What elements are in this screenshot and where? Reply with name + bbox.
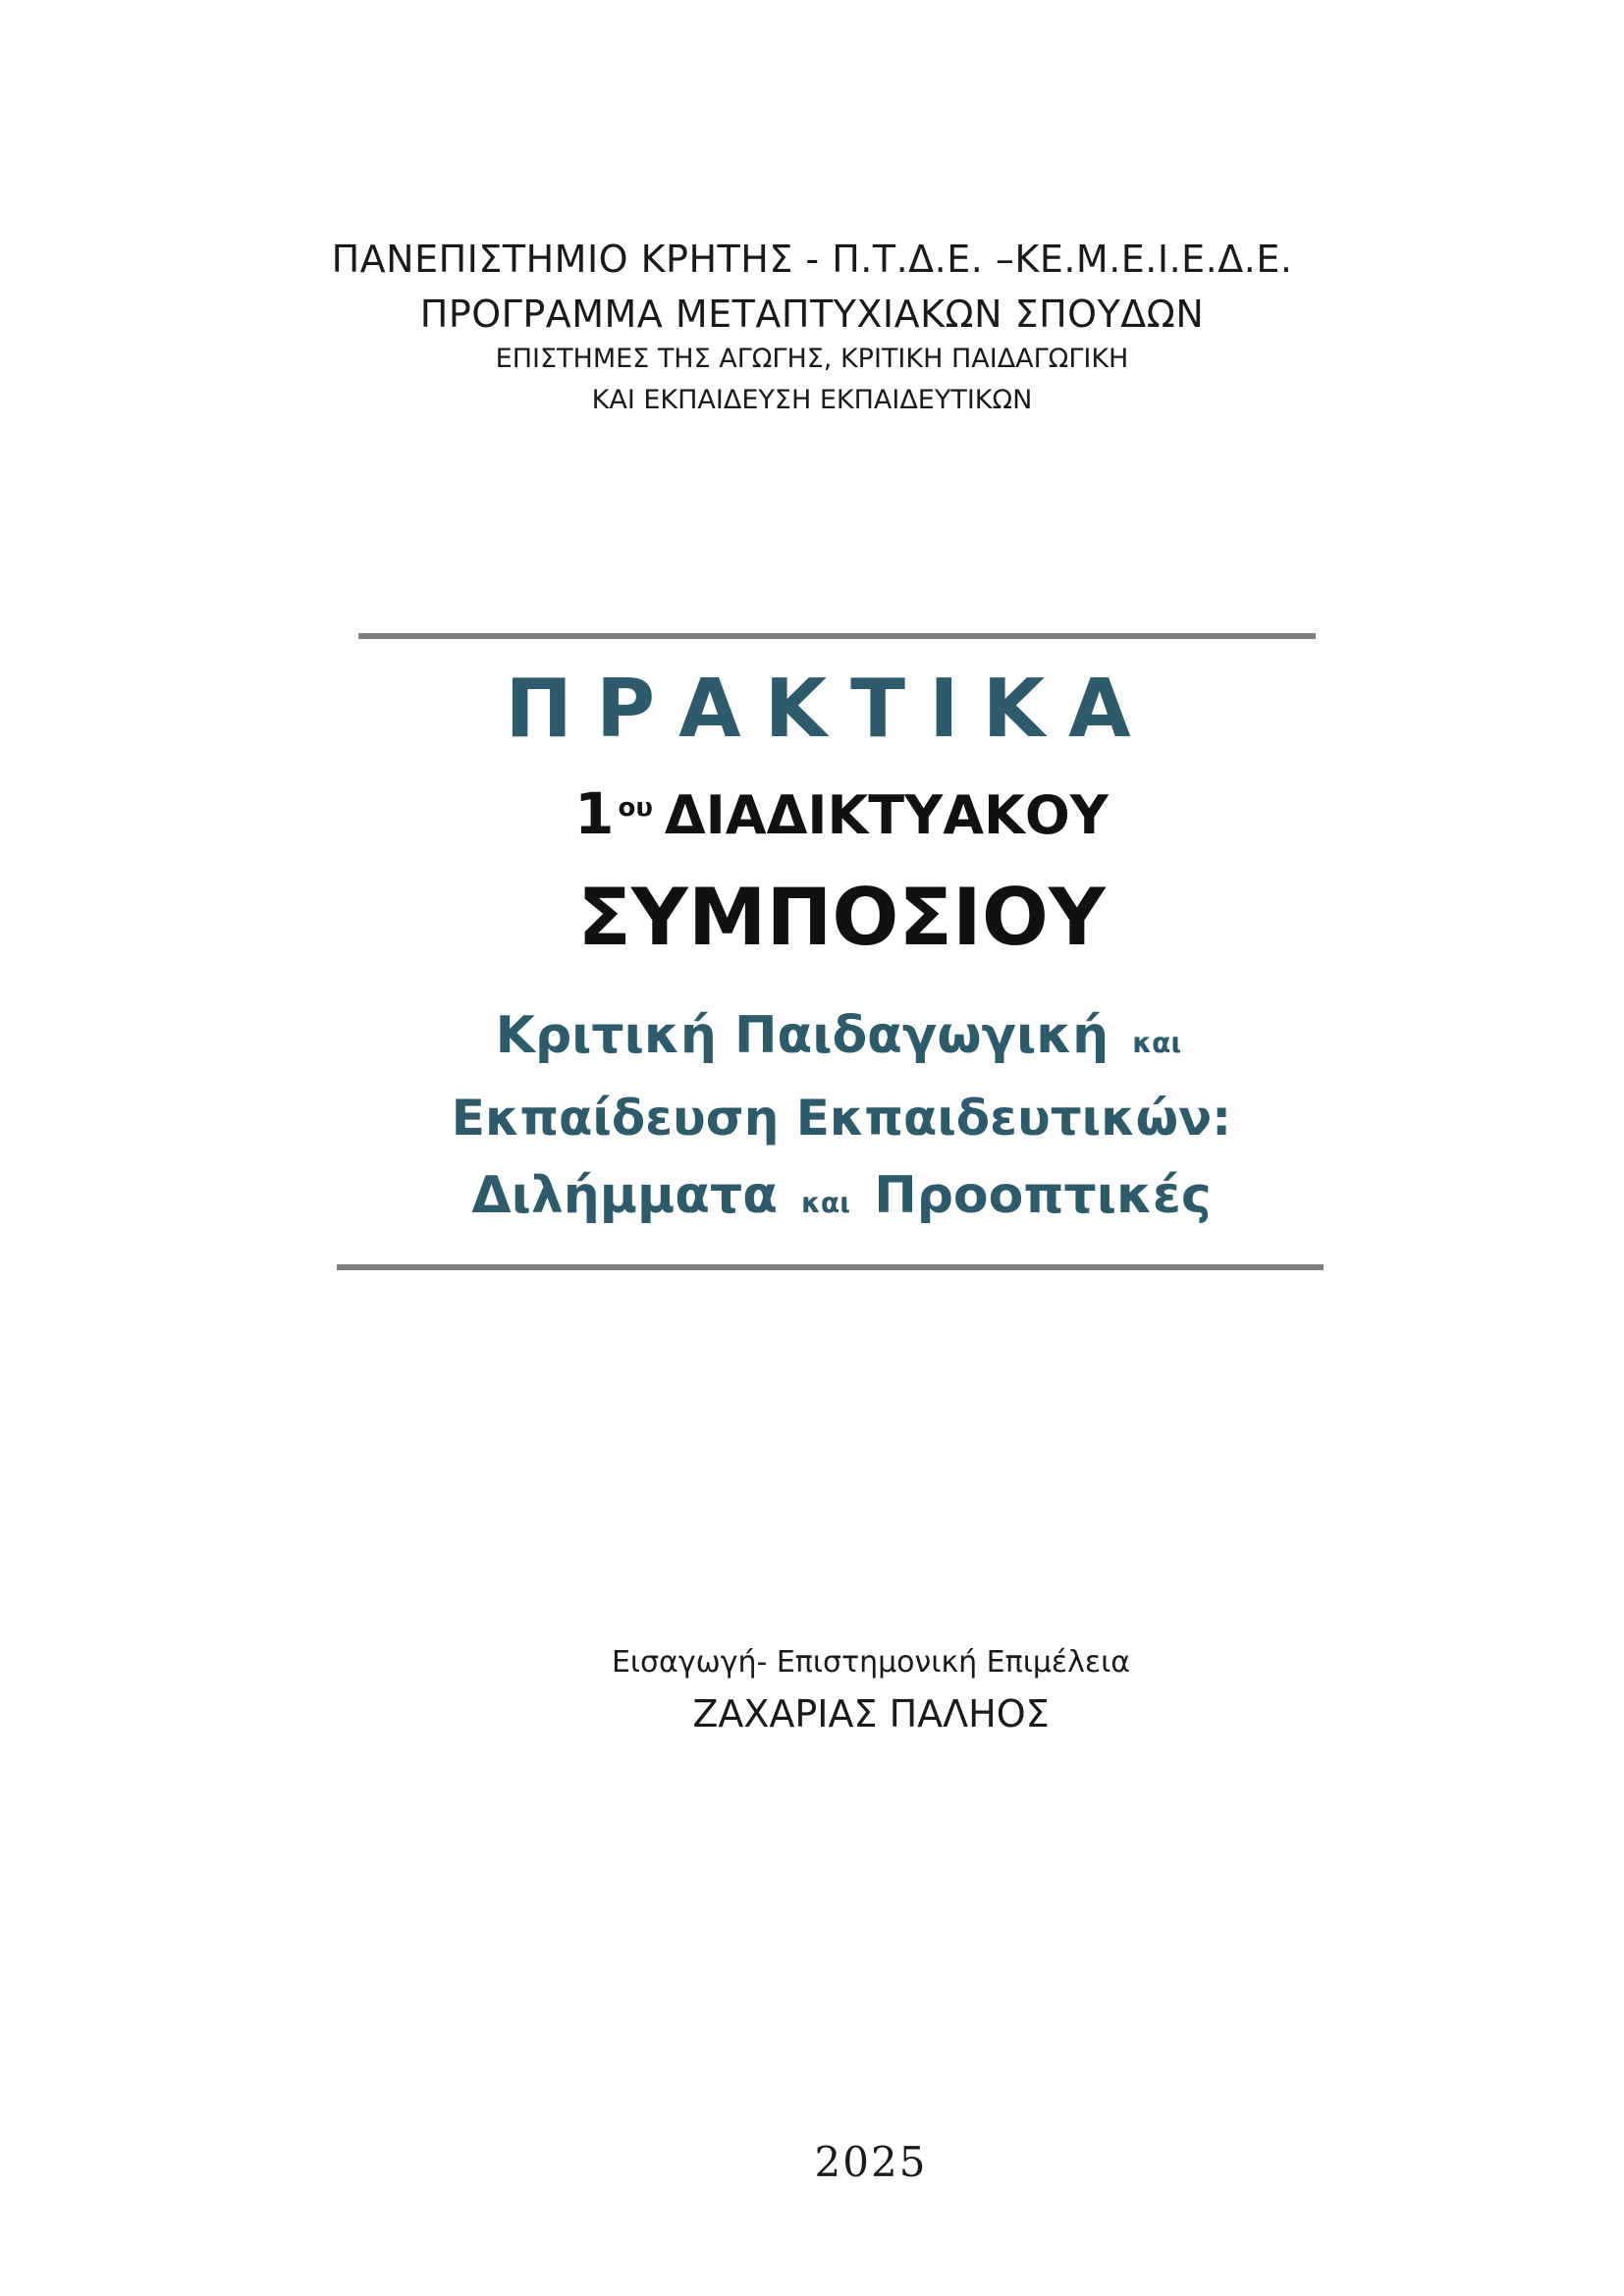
theme-line-1: [0, 1006, 1624, 1065]
specialization-line-2: ΚΑΙ ΕΚΠΑΙΔΕΥΣΗ ΕΚΠΑΙΔΕΥΤΙΚΩΝ: [591, 385, 1033, 415]
theme-line-2: Εκπαίδευση Εκπαιδευτικών:: [451, 1090, 1232, 1147]
edition-line: [0, 780, 1624, 847]
editor-name: ΖΑΧΑΡΙΑΣ ΠΑΛΗΟΣ: [692, 1692, 1050, 1735]
theme-line-3: [0, 1166, 1624, 1225]
edition-word: ΔΙΑΔΙΚΤΥΑΚΟΥ: [664, 784, 1109, 846]
theme-line-1-conjunction: και: [1132, 1027, 1182, 1059]
bottom-divider: [337, 1264, 1324, 1270]
theme-line-1-main: Κριτική Παιδαγωγική: [495, 1006, 1110, 1065]
editor-label: Εισαγωγή- Επιστημονική Επιμέλεια: [611, 1645, 1131, 1680]
theme-line-3-first: Διλήμματα: [471, 1166, 778, 1225]
theme-line-3-conjunction: και: [801, 1187, 851, 1219]
edition-ordinal-suffix: ου: [618, 793, 653, 823]
theme-line-3-second: Προοπτικές: [874, 1166, 1212, 1225]
edition-number: 1: [574, 780, 615, 847]
event-title: ΣΥΜΠΟΣΙΟΥ: [577, 872, 1106, 963]
top-divider: [358, 633, 1316, 639]
document-title: ΠΡΑΚΤΙΚΑ: [505, 663, 1155, 756]
program-name: ΠΡΟΓΡΑΜΜΑ ΜΕΤΑΠΤΥΧΙΑΚΩΝ ΣΠΟΥΔΩΝ: [419, 293, 1205, 336]
publication-year: 2025: [814, 2138, 928, 2186]
specialization-line-1: ΕΠΙΣΤΗΜΕΣ ΤΗΣ ΑΓΩΓΗΣ, ΚΡΙΤΙΚΗ ΠΑΙΔΑΓΩΓΙΚΗ: [495, 344, 1129, 374]
institution-name: ΠΑΝΕΠΙΣΤΗΜΙΟ ΚΡΗΤΗΣ - Π.Τ.Δ.Ε. –ΚΕ.Μ.Ε.Ι.Ε.Δ.Ε.: [331, 238, 1293, 281]
